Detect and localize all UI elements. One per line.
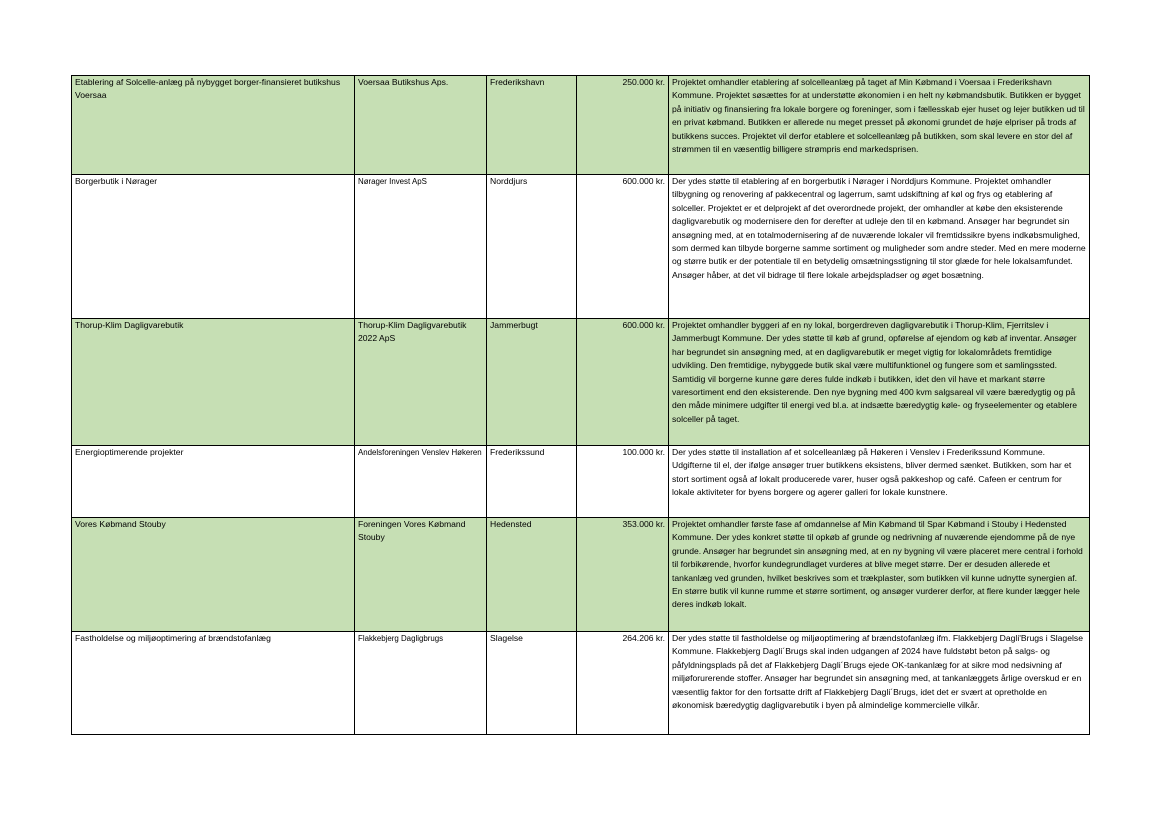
amount-cell: 250.000 kr. [577, 76, 669, 175]
applicant-cell: Nørager Invest ApS [355, 175, 487, 319]
municipality-cell: Slagelse [487, 632, 577, 735]
municipality-cell: Frederikssund [487, 446, 577, 518]
amount-cell: 264.206 kr. [577, 632, 669, 735]
project-name-cell: Etablering af Solcelle-anlæg på nybygget borger-finansieret butikshus Voersaa [72, 76, 355, 175]
applicant-cell: Andelsforeningen Venslev Høkeren [355, 446, 487, 518]
applicant-cell: Flakkebjerg Dagligbrugs [355, 632, 487, 735]
table-row [72, 319, 1090, 446]
description-cell: Der ydes støtte til etablering af en borgerbutik i Nørager i Norddjurs Kommune. Projektet omhandler tilbygning og renovering af pakkecentral og lagerrum, samt udskiftning af køl og frys og etablering af solceller. Projektet er et delprojekt af det overordnede projekt, der omhandler at købe den eksisterende dagligvarebutik og modernisere den for derefter at udleje den til en købmand. Ansøger har begrundet sin ansøgning med, at en totalmodernisering af de nuværende lokaler vil fremtidssikre byens indkøbsmulighed, som dermed kan tilbyde borgerne samme sortiment og muligheder som andre steder. Med en mere moderne og større butik er der potentiale til en betydelig omsætningsstigning til stor glæde for hele lokalsamfundet. Ansøger håber, at det vil bidrage til flere lokale arbejdspladser og øget bosætning. [669, 175, 1090, 319]
table-row [72, 518, 1090, 632]
project-name-cell: Fastholdelse og miljøoptimering af brændstofanlæg [72, 632, 355, 735]
grants-table [71, 75, 1090, 735]
municipality-cell: Jammerbugt [487, 319, 577, 446]
amount-cell: 600.000 kr. [577, 319, 669, 446]
description-cell: Projektet omhandler første fase af omdannelse af Min Købmand til Spar Købmand i Stouby i Hedensted Kommune. Der ydes konkret støtte til opkøb af grunde og nedrivning af nuværende ejendomme på de nye grunde. Ansøger har begrundet sin ansøgning med, at en ny bygning vil være placeret mere central i forhold til forbikørende, hvorfor kundegrundlaget vurderes at blive meget større. Der er desuden allerede et tankanlæg ved grunden, hvilket beskrives som et trækplaster, som butikken vil kunne udnytte synergien af. En større butik vil kunne rumme et større sortiment, og ansøger vurderer derfor, at flere kunder lægger hele deres indkøb lokalt. [669, 518, 1090, 632]
project-name-cell: Energioptimerende projekter [72, 446, 355, 518]
municipality-cell: Hedensted [487, 518, 577, 632]
applicant-cell: Voersaa Butikshus Aps. [355, 76, 487, 175]
amount-cell: 600.000 kr. [577, 175, 669, 319]
description-cell: Projektet omhandler byggeri af en ny lokal, borgerdreven dagligvarebutik i Thorup-Klim, Fjerritslev i Jammerbugt Kommune. Der ydes støtte til køb af grund, opførelse af ejendom og køb af inventar. Ansøger har begrundet sin ansøgning med, at en dagligvarebutik er meget vigtig for lokalområdets fremtidige udvikling. Den fremtidige, nybyggede butik skal være multifunktionel og fungere som et samlingssted. Samtidig vil borgerne kunne gøre deres fulde indkøb i butikken, idet den vil have et markant større varesortiment end den eksisterende. Den nye bygning med 400 kvm salgsareal vil være bæredygtig og på den måde minimere udgifter til energi ved bl.a. at indsætte bæredygtig køle- og fryseelementer og etablere solceller på taget. [669, 319, 1090, 446]
municipality-cell: Frederikshavn [487, 76, 577, 175]
applicant-cell: Thorup-Klim Dagligvarebutik 2022 ApS [355, 319, 487, 446]
project-name-cell: Borgerbutik i Nørager [72, 175, 355, 319]
description-cell: Der ydes støtte til installation af et solcelleanlæg på Høkeren i Venslev i Frederikssund Kommune. Udgifterne til el, der ifølge ansøger truer butikkens eksistens, bliver dermed sænket. Butikken, som har et stort sortiment også af lokalt producerede varer, huser også pakkeshop og café. Cafeen er centrum for lokale aktiviteter for byens borgere og agerer galleri for lokale kunstnere. [669, 446, 1090, 518]
applicant-cell: Foreningen Vores Købmand Stouby [355, 518, 487, 632]
description-cell: Der ydes støtte til fastholdelse og miljøoptimering af brændstofanlæg ifm. Flakkebjerg Dagli'Brugs i Slagelse Kommune. Flakkebjerg Dagli´Brugs skal inden udgangen af 2024 have fuldstøbt beton på salgs- og påfyldningsplads på det af Flakkebjerg Dagli´Brugs ejede OK-tankanlæg for at sikre mod nedsivning af miljøforurerende stoffer. Ansøger har begrundet sin ansøgning med, at tankanlæggets årlige overskud er en væsentlig faktor for den fortsatte drift af Flakkebjerg Dagli´Brugs, idet det er svært at opretholde en økonomisk bæredygtig dagligvarebutik i byen på almindelige kommercielle vilkår. [669, 632, 1090, 735]
municipality-cell: Norddjurs [487, 175, 577, 319]
amount-cell: 100.000 kr. [577, 446, 669, 518]
amount-cell: 353.000 kr. [577, 518, 669, 632]
table-row [72, 446, 1090, 518]
table-row [72, 632, 1090, 735]
project-name-cell: Vores Købmand Stouby [72, 518, 355, 632]
table-row [72, 76, 1090, 175]
table-row [72, 175, 1090, 319]
description-cell: Projektet omhandler etablering af solcelleanlæg på taget af Min Købmand i Voersaa i Frederikshavn Kommune. Projektet søsættes for at understøtte økonomien i en helt ny købmandsbutik. Butikken er bygget på initiativ og finansiering fra lokale borgere og foreninger, som i fællesskab ejer huset og lejer butikken ud til en privat købmand. Butikken er allerede nu meget presset på økonomi grundet de høje elpriser på trods af butikkens succes. Projektet vil derfor etablere et solcelleanlæg på butikken, som skal levere en stor del af strømmen til en væsentlig billigere strømpris end markedsprisen. [669, 76, 1090, 175]
project-name-cell: Thorup-Klim Dagligvarebutik [72, 319, 355, 446]
